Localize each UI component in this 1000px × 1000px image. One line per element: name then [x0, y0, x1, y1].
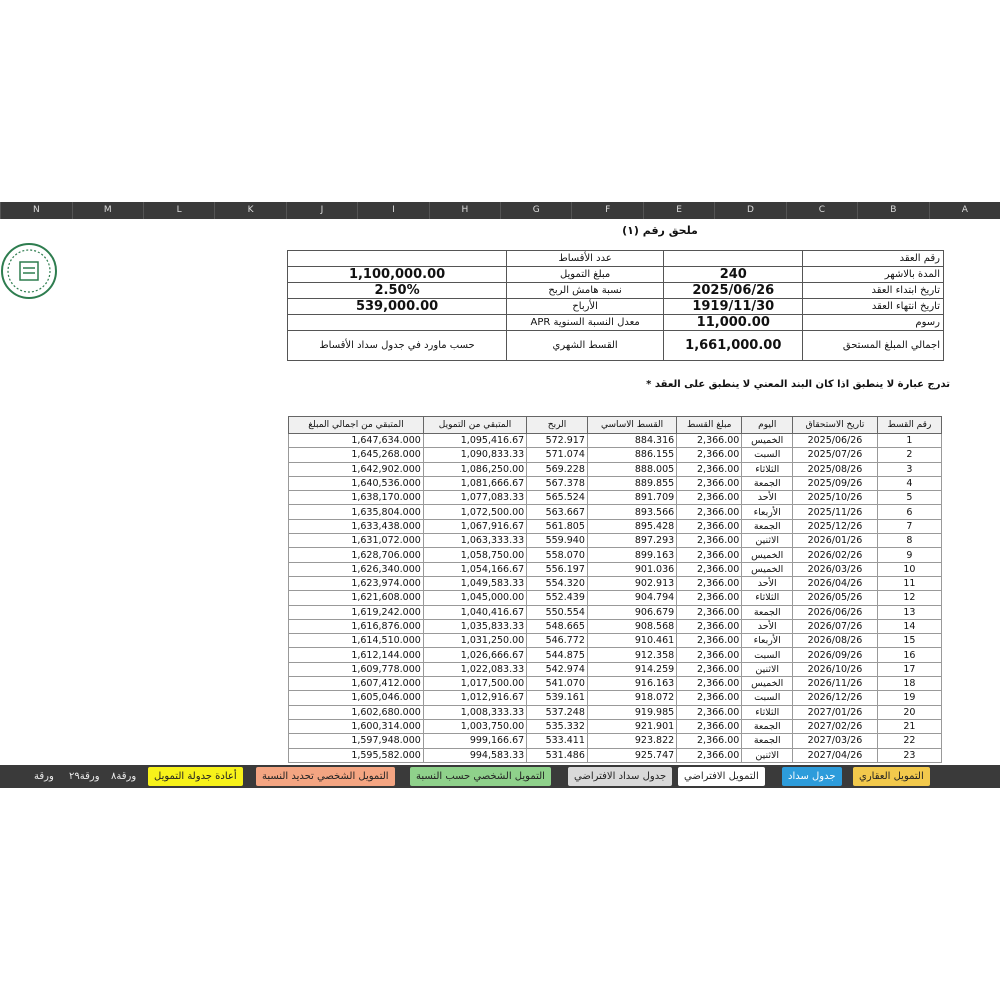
sheet-tab[interactable]: التمويل الافتراضي: [678, 767, 765, 786]
contract-field-label: نسبة هامش الربح: [507, 283, 664, 299]
column-header-A[interactable]: A: [929, 202, 1000, 219]
schedule-cell[interactable]: 1,597,948.000: [289, 734, 424, 748]
schedule-cell[interactable]: 1,017,500.00: [423, 677, 526, 691]
schedule-cell[interactable]: 2025/10/26: [793, 491, 878, 505]
schedule-cell[interactable]: الأربعاء: [742, 505, 793, 519]
schedule-cell[interactable]: 1,628,706.000: [289, 548, 424, 562]
schedule-cell[interactable]: الثلاثاء: [742, 462, 793, 476]
schedule-cell[interactable]: 2026/06/26: [793, 605, 878, 619]
organization-seal-logo: [0, 242, 58, 300]
schedule-column-header: المتبقي من التمويل: [423, 417, 526, 434]
schedule-cell[interactable]: 1,045,000.00: [423, 591, 526, 605]
contract-value[interactable]: 11,000.00: [664, 315, 803, 331]
schedule-cell[interactable]: 921.901: [587, 719, 676, 733]
schedule-cell[interactable]: 2,366.00: [677, 562, 742, 576]
schedule-cell[interactable]: 1: [877, 434, 941, 448]
schedule-cell[interactable]: 999,166.67: [423, 734, 526, 748]
schedule-cell[interactable]: 1,619,242.000: [289, 605, 424, 619]
schedule-cell[interactable]: 533.411: [527, 734, 588, 748]
schedule-column-header: المتبقي من اجمالي المبلغ: [289, 417, 424, 434]
contract-summary-table: [287, 250, 944, 361]
schedule-cell[interactable]: 2,366.00: [677, 491, 742, 505]
schedule-cell[interactable]: 1,638,170.000: [289, 491, 424, 505]
schedule-cell[interactable]: 565.524: [527, 491, 588, 505]
schedule-cell[interactable]: 554.320: [527, 576, 588, 590]
schedule-cell[interactable]: 914.259: [587, 662, 676, 676]
schedule-cell[interactable]: 994,583.33: [423, 748, 526, 762]
schedule-cell[interactable]: 2026/05/26: [793, 591, 878, 605]
contract-label: تاريخ ابتداء العقد: [803, 283, 944, 299]
table-row: [289, 748, 942, 762]
schedule-cell[interactable]: 1,626,340.000: [289, 562, 424, 576]
schedule-cell[interactable]: 22: [877, 734, 941, 748]
column-header-G[interactable]: G: [500, 202, 571, 219]
column-header-H[interactable]: H: [429, 202, 500, 219]
schedule-cell[interactable]: 546.772: [527, 634, 588, 648]
contract-row: [288, 267, 944, 283]
schedule-cell[interactable]: 1,609,778.000: [289, 662, 424, 676]
schedule-cell[interactable]: 2,366.00: [677, 691, 742, 705]
sheet-tab[interactable]: التمويل الشخصي حسب النسبة: [410, 767, 551, 786]
column-header-K[interactable]: K: [214, 202, 285, 219]
contract-field-value[interactable]: 2.50%: [288, 283, 507, 299]
schedule-cell[interactable]: 2,366.00: [677, 734, 742, 748]
schedule-cell[interactable]: 2,366.00: [677, 619, 742, 633]
schedule-cell[interactable]: 2026/04/26: [793, 576, 878, 590]
schedule-cell[interactable]: 1,031,250.00: [423, 634, 526, 648]
schedule-cell[interactable]: 15: [877, 634, 941, 648]
schedule-cell[interactable]: الاثنين: [742, 534, 793, 548]
schedule-cell[interactable]: 904.794: [587, 591, 676, 605]
schedule-cell[interactable]: 1,003,750.00: [423, 719, 526, 733]
schedule-cell[interactable]: 1,616,876.000: [289, 619, 424, 633]
schedule-cell[interactable]: الخميس: [742, 434, 793, 448]
schedule-cell[interactable]: 1,063,333.33: [423, 534, 526, 548]
schedule-cell[interactable]: السبت: [742, 691, 793, 705]
schedule-cell[interactable]: 567.378: [527, 476, 588, 490]
table-row: [289, 562, 942, 576]
contract-field-label: مبلغ التمويل: [507, 267, 664, 283]
column-header-M[interactable]: M: [72, 202, 143, 219]
schedule-cell[interactable]: 541.070: [527, 677, 588, 691]
schedule-cell[interactable]: 561.805: [527, 519, 588, 533]
schedule-cell[interactable]: 1,058,750.00: [423, 548, 526, 562]
installment-schedule-table: [288, 416, 942, 763]
schedule-cell[interactable]: 899.163: [587, 548, 676, 562]
schedule-cell[interactable]: 897.293: [587, 534, 676, 548]
schedule-cell[interactable]: 19: [877, 691, 941, 705]
schedule-cell[interactable]: 1,612,144.000: [289, 648, 424, 662]
table-row: [289, 677, 942, 691]
schedule-cell[interactable]: 1,633,438.000: [289, 519, 424, 533]
schedule-cell[interactable]: 893.566: [587, 505, 676, 519]
schedule-cell[interactable]: 2026/01/26: [793, 534, 878, 548]
column-header-bar: [0, 202, 1000, 219]
contract-value[interactable]: 1,661,000.00: [664, 331, 803, 361]
contract-field-label: معدل النسبة السنوية APR: [507, 315, 664, 331]
schedule-cell[interactable]: 895.428: [587, 519, 676, 533]
schedule-cell[interactable]: الأربعاء: [742, 634, 793, 648]
schedule-cell[interactable]: 1,600,314.000: [289, 719, 424, 733]
schedule-cell[interactable]: السبت: [742, 448, 793, 462]
schedule-cell[interactable]: 1,035,833.33: [423, 619, 526, 633]
schedule-cell[interactable]: 2025/09/26: [793, 476, 878, 490]
schedule-cell[interactable]: 1,077,083.33: [423, 491, 526, 505]
schedule-column-header: اليوم: [742, 417, 793, 434]
schedule-cell[interactable]: 1,645,268.000: [289, 448, 424, 462]
schedule-cell[interactable]: 2027/03/26: [793, 734, 878, 748]
schedule-cell[interactable]: 2,366.00: [677, 519, 742, 533]
column-header-B[interactable]: B: [857, 202, 928, 219]
schedule-column-header: مبلغ القسط: [677, 417, 742, 434]
schedule-cell[interactable]: 1,049,583.33: [423, 576, 526, 590]
column-header-C[interactable]: C: [786, 202, 857, 219]
schedule-cell[interactable]: 2027/01/26: [793, 705, 878, 719]
schedule-cell[interactable]: 556.197: [527, 562, 588, 576]
contract-field-value[interactable]: حسب ماورد في جدول سداد الأقساط: [288, 331, 507, 361]
column-header-J[interactable]: J: [286, 202, 357, 219]
schedule-cell[interactable]: 14: [877, 619, 941, 633]
contract-value[interactable]: 240: [664, 267, 803, 283]
schedule-cell[interactable]: الخميس: [742, 562, 793, 576]
contract-label: رسوم: [803, 315, 944, 331]
contract-value[interactable]: 2025/06/26: [664, 283, 803, 299]
schedule-cell[interactable]: 1,067,916.67: [423, 519, 526, 533]
contract-row: [288, 299, 944, 315]
schedule-cell[interactable]: 886.155: [587, 448, 676, 462]
schedule-cell[interactable]: 535.332: [527, 719, 588, 733]
table-row: [289, 576, 942, 590]
schedule-cell[interactable]: 906.679: [587, 605, 676, 619]
schedule-cell[interactable]: السبت: [742, 648, 793, 662]
schedule-cell[interactable]: 2,366.00: [677, 434, 742, 448]
schedule-cell[interactable]: 2,366.00: [677, 505, 742, 519]
schedule-cell[interactable]: 544.875: [527, 648, 588, 662]
schedule-cell[interactable]: 20: [877, 705, 941, 719]
schedule-cell[interactable]: 2,366.00: [677, 634, 742, 648]
schedule-cell[interactable]: 908.568: [587, 619, 676, 633]
table-row: [289, 448, 942, 462]
schedule-cell[interactable]: 902.913: [587, 576, 676, 590]
table-row: [289, 505, 942, 519]
schedule-cell[interactable]: 2,366.00: [677, 534, 742, 548]
schedule-cell[interactable]: 889.855: [587, 476, 676, 490]
contract-field-label: القسط الشهري: [507, 331, 664, 361]
schedule-cell[interactable]: 21: [877, 719, 941, 733]
schedule-cell[interactable]: 6: [877, 505, 941, 519]
schedule-cell[interactable]: 550.554: [527, 605, 588, 619]
schedule-cell[interactable]: 559.940: [527, 534, 588, 548]
contract-label: اجمالي المبلغ المستحق: [803, 331, 944, 361]
schedule-cell[interactable]: 558.070: [527, 548, 588, 562]
schedule-cell[interactable]: 23: [877, 748, 941, 762]
table-row: [289, 548, 942, 562]
schedule-cell[interactable]: 918.072: [587, 691, 676, 705]
schedule-cell[interactable]: 7: [877, 519, 941, 533]
schedule-cell[interactable]: 912.358: [587, 648, 676, 662]
schedule-cell[interactable]: 1,621,608.000: [289, 591, 424, 605]
contract-row: [288, 331, 944, 361]
schedule-column-header: القسط الاساسي: [587, 417, 676, 434]
schedule-cell[interactable]: 2026/10/26: [793, 662, 878, 676]
table-row: [289, 734, 942, 748]
schedule-cell[interactable]: 2,366.00: [677, 462, 742, 476]
schedule-cell[interactable]: 4: [877, 476, 941, 490]
schedule-cell[interactable]: الجمعة: [742, 605, 793, 619]
schedule-cell[interactable]: 1,631,072.000: [289, 534, 424, 548]
sheet-tab[interactable]: التمويل الشخصي تحديد النسبة: [256, 767, 395, 786]
contract-value[interactable]: 1919/11/30: [664, 299, 803, 315]
contract-field-value[interactable]: 1,100,000.00: [288, 267, 507, 283]
column-header-D[interactable]: D: [714, 202, 785, 219]
table-row: [289, 434, 942, 448]
schedule-cell[interactable]: 1,642,902.000: [289, 462, 424, 476]
schedule-cell[interactable]: 901.036: [587, 562, 676, 576]
contract-field-label: عدد الأقساط: [507, 251, 664, 267]
schedule-cell[interactable]: 2,366.00: [677, 662, 742, 676]
schedule-cell[interactable]: 569.228: [527, 462, 588, 476]
schedule-cell[interactable]: 1,054,166.67: [423, 562, 526, 576]
schedule-cell[interactable]: الجمعة: [742, 476, 793, 490]
schedule-cell[interactable]: 1,602,680.000: [289, 705, 424, 719]
column-header-I[interactable]: I: [357, 202, 428, 219]
sheet-tab[interactable]: ورقة٨: [111, 771, 137, 782]
schedule-cell[interactable]: 2,366.00: [677, 748, 742, 762]
schedule-cell[interactable]: 884.316: [587, 434, 676, 448]
schedule-cell[interactable]: 2,366.00: [677, 591, 742, 605]
schedule-cell[interactable]: 2,366.00: [677, 576, 742, 590]
schedule-cell[interactable]: الثلاثاء: [742, 591, 793, 605]
schedule-cell[interactable]: 539.161: [527, 691, 588, 705]
schedule-cell[interactable]: 1,086,250.00: [423, 462, 526, 476]
schedule-cell[interactable]: 18: [877, 677, 941, 691]
contract-label: تاريخ انتهاء العقد: [803, 299, 944, 315]
schedule-cell[interactable]: 2025/12/26: [793, 519, 878, 533]
schedule-cell[interactable]: 1,022,083.33: [423, 662, 526, 676]
contract-field-value[interactable]: 539,000.00: [288, 299, 507, 315]
schedule-cell[interactable]: 537.248: [527, 705, 588, 719]
sheet-tab[interactable]: جدول سداد الافتراضي: [568, 767, 672, 786]
schedule-cell[interactable]: 2025/08/26: [793, 462, 878, 476]
contract-row: [288, 251, 944, 267]
schedule-cell[interactable]: 548.665: [527, 619, 588, 633]
schedule-cell[interactable]: 8: [877, 534, 941, 548]
spreadsheet-area: [0, 202, 1000, 788]
schedule-cell[interactable]: الثلاثاء: [742, 705, 793, 719]
schedule-cell[interactable]: 5: [877, 491, 941, 505]
schedule-cell[interactable]: 3: [877, 462, 941, 476]
schedule-cell[interactable]: الأحد: [742, 619, 793, 633]
schedule-cell[interactable]: 2026/12/26: [793, 691, 878, 705]
schedule-cell[interactable]: 1,647,634.000: [289, 434, 424, 448]
table-row: [289, 605, 942, 619]
schedule-cell[interactable]: 1,008,333.33: [423, 705, 526, 719]
schedule-cell[interactable]: 2,366.00: [677, 548, 742, 562]
table-row: [289, 519, 942, 533]
schedule-cell[interactable]: 919.985: [587, 705, 676, 719]
schedule-cell[interactable]: 2026/09/26: [793, 648, 878, 662]
schedule-cell[interactable]: 2026/11/26: [793, 677, 878, 691]
contract-field-label: الأرباح: [507, 299, 664, 315]
schedule-cell[interactable]: 552.439: [527, 591, 588, 605]
contract-field-value[interactable]: [288, 251, 507, 267]
column-header-N[interactable]: N: [0, 202, 71, 219]
schedule-cell[interactable]: 2,366.00: [677, 605, 742, 619]
schedule-cell[interactable]: الجمعة: [742, 734, 793, 748]
schedule-cell[interactable]: 563.667: [527, 505, 588, 519]
schedule-cell[interactable]: 11: [877, 576, 941, 590]
sheet-tabs-bar: [0, 765, 1000, 788]
sheet-tab[interactable]: التمويل العقاري: [853, 767, 930, 786]
schedule-cell[interactable]: 12: [877, 591, 941, 605]
contract-field-value[interactable]: [288, 315, 507, 331]
schedule-cell[interactable]: 9: [877, 548, 941, 562]
column-header-L[interactable]: L: [143, 202, 214, 219]
column-header-F[interactable]: F: [571, 202, 642, 219]
schedule-cell[interactable]: 1,040,416.67: [423, 605, 526, 619]
schedule-cell[interactable]: 2,366.00: [677, 648, 742, 662]
table-row: [289, 691, 942, 705]
schedule-cell[interactable]: 2,366.00: [677, 719, 742, 733]
contract-label: رقم العقد: [803, 251, 944, 267]
schedule-cell[interactable]: 2025/07/26: [793, 448, 878, 462]
schedule-column-header: الربح: [527, 417, 588, 434]
schedule-cell[interactable]: 2,366.00: [677, 476, 742, 490]
schedule-cell[interactable]: 572.917: [527, 434, 588, 448]
schedule-cell[interactable]: الاثنين: [742, 662, 793, 676]
schedule-cell[interactable]: 2026/03/26: [793, 562, 878, 576]
schedule-cell[interactable]: 2,366.00: [677, 448, 742, 462]
sheet-tab[interactable]: أعادة جدولة التمويل: [148, 767, 243, 786]
table-row: [289, 719, 942, 733]
schedule-cell[interactable]: 1,090,833.33: [423, 448, 526, 462]
table-row: [289, 619, 942, 633]
schedule-cell[interactable]: الأحد: [742, 576, 793, 590]
schedule-cell[interactable]: 923.822: [587, 734, 676, 748]
schedule-cell[interactable]: الخميس: [742, 548, 793, 562]
schedule-cell[interactable]: الجمعة: [742, 719, 793, 733]
table-row: [289, 634, 942, 648]
schedule-cell[interactable]: 16: [877, 648, 941, 662]
schedule-cell[interactable]: 531.486: [527, 748, 588, 762]
schedule-cell[interactable]: 13: [877, 605, 941, 619]
table-row: [289, 662, 942, 676]
schedule-cell[interactable]: 891.709: [587, 491, 676, 505]
schedule-cell[interactable]: 2026/08/26: [793, 634, 878, 648]
schedule-cell[interactable]: 2026/07/26: [793, 619, 878, 633]
schedule-cell[interactable]: 1,026,666.67: [423, 648, 526, 662]
schedule-cell[interactable]: الخميس: [742, 677, 793, 691]
table-row: [289, 705, 942, 719]
schedule-cell[interactable]: 916.163: [587, 677, 676, 691]
schedule-cell[interactable]: 571.074: [527, 448, 588, 462]
schedule-cell[interactable]: 17: [877, 662, 941, 676]
schedule-cell[interactable]: 2: [877, 448, 941, 462]
schedule-cell[interactable]: 1,081,666.67: [423, 476, 526, 490]
schedule-column-header: رقم القسط: [877, 417, 941, 434]
schedule-cell[interactable]: الاثنين: [742, 748, 793, 762]
schedule-cell[interactable]: 10: [877, 562, 941, 576]
schedule-cell[interactable]: 1,072,500.00: [423, 505, 526, 519]
sheet-tab[interactable]: جدول سداد: [782, 767, 842, 786]
schedule-cell[interactable]: 2,366.00: [677, 705, 742, 719]
schedule-cell[interactable]: 2027/04/26: [793, 748, 878, 762]
schedule-cell[interactable]: 925.747: [587, 748, 676, 762]
schedule-cell[interactable]: 2025/11/26: [793, 505, 878, 519]
schedule-cell[interactable]: 2,366.00: [677, 677, 742, 691]
column-header-E[interactable]: E: [643, 202, 714, 219]
schedule-cell[interactable]: 2026/02/26: [793, 548, 878, 562]
not-applicable-note: تدرج عبارة لا ينطبق اذا كان البند المعني لا ينطبق على العقد *: [646, 379, 950, 390]
schedule-cell[interactable]: 542.974: [527, 662, 588, 676]
schedule-cell[interactable]: 1,605,046.000: [289, 691, 424, 705]
table-row: [289, 648, 942, 662]
schedule-cell[interactable]: الجمعة: [742, 519, 793, 533]
schedule-cell[interactable]: 2027/02/26: [793, 719, 878, 733]
sheet-tab[interactable]: ورقة٢٩: [69, 771, 100, 782]
table-row: [289, 491, 942, 505]
table-row: [289, 534, 942, 548]
schedule-cell[interactable]: 2025/06/26: [793, 434, 878, 448]
schedule-cell[interactable]: 1,623,974.000: [289, 576, 424, 590]
schedule-cell[interactable]: 1,640,536.000: [289, 476, 424, 490]
table-row: [289, 462, 942, 476]
table-row: [289, 476, 942, 490]
contract-row: [288, 315, 944, 331]
schedule-cell[interactable]: 888.005: [587, 462, 676, 476]
schedule-cell[interactable]: 1,595,582.000: [289, 748, 424, 762]
table-row: [289, 591, 942, 605]
contract-value[interactable]: [664, 251, 803, 267]
schedule-column-header: تاريخ الاستحقاق: [793, 417, 878, 434]
sheet-tab[interactable]: ورقة: [34, 771, 54, 782]
schedule-cell[interactable]: 1,095,416.67: [423, 434, 526, 448]
schedule-cell[interactable]: 910.461: [587, 634, 676, 648]
schedule-cell[interactable]: 1,614,510.000: [289, 634, 424, 648]
appendix-caption: ملحق رقم (١): [622, 224, 698, 237]
contract-label: المدة بالاشهر: [803, 267, 944, 283]
schedule-cell[interactable]: 1,012,916.67: [423, 691, 526, 705]
schedule-cell[interactable]: الأحد: [742, 491, 793, 505]
contract-row: [288, 283, 944, 299]
schedule-cell[interactable]: 1,607,412.000: [289, 677, 424, 691]
schedule-cell[interactable]: 1,635,804.000: [289, 505, 424, 519]
